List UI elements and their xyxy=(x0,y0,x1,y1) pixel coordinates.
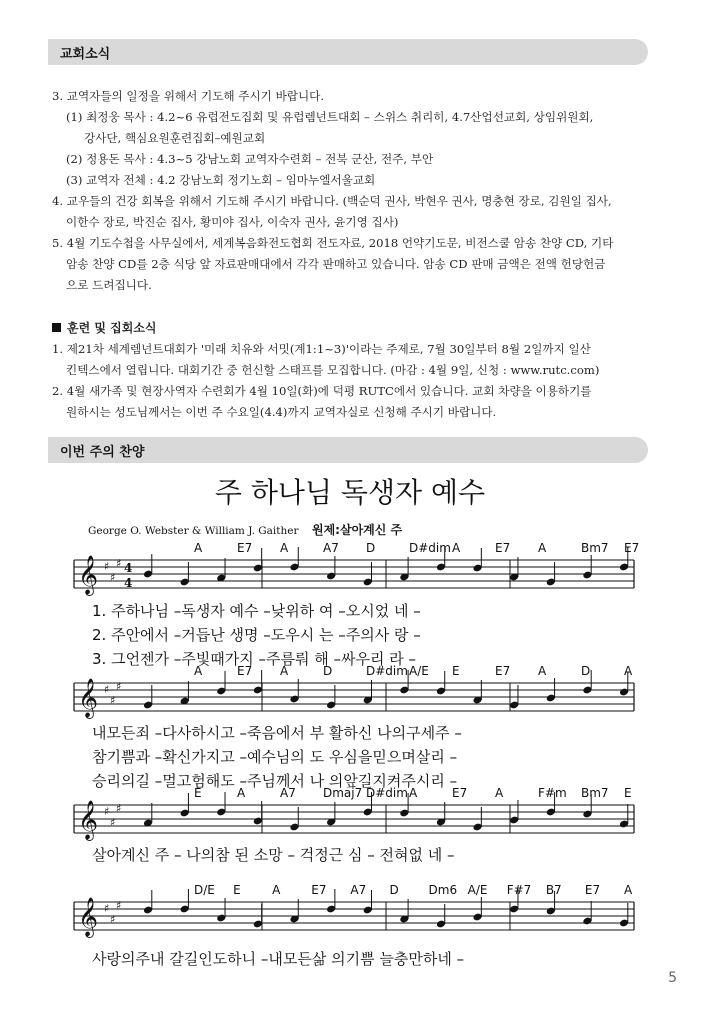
chord-symbol: F#m xyxy=(538,786,567,800)
hymn-title: 주 하나님 독생자 예수 xyxy=(214,476,486,509)
chord-symbol: E xyxy=(452,664,460,678)
sharp-icon: ♯ xyxy=(104,683,110,696)
chord-symbol: Bm7 xyxy=(581,786,609,800)
news-line: 강사단, 핵심요원훈련집회–예원교회 xyxy=(84,131,266,145)
sharp-icon: ♯ xyxy=(116,680,122,693)
chord-symbol: A xyxy=(280,664,289,678)
sharp-icon: ♯ xyxy=(110,694,116,707)
news-section-header xyxy=(48,39,672,65)
training-line: 킨텍스에서 열립니다. 대회기간 중 헌신할 스태프를 모집합니다. (마감 : 4월 9일, 신청 : www.rutc.com) xyxy=(66,363,600,377)
sharp-icon: ♯ xyxy=(110,913,116,926)
news-line: (2) 정용돈 목사 : 4.3~5 강남노회 교역자수련회 – 전북 군산, 전주, 부안 xyxy=(66,152,434,166)
sharp-icon: ♯ xyxy=(116,557,122,570)
chord-symbol: D xyxy=(366,541,376,555)
chord-symbol: D#dim xyxy=(366,664,408,678)
chord-symbol: Dm6 xyxy=(428,883,458,897)
chord-symbol: E7 xyxy=(452,786,468,800)
lyric-line: 승리의길 –멀고험해도 –주님께서 나 의앞길지켜주시리 – xyxy=(92,772,458,790)
training-line: 2. 4월 새가족 및 현장사역자 수련회가 4월 10일(화)에 덕평 RUTC에서 있습니다. 교회 차량을 이용하기를 xyxy=(52,384,592,398)
chord-symbol: A xyxy=(538,541,547,555)
training-line: 원하시는 성도님께서는 이번 주 수요일(4.4)까지 교역자실로 신청해 주시기 바랍니다. xyxy=(66,405,497,419)
chord-symbol: A xyxy=(624,883,633,897)
chord-symbol: A xyxy=(409,786,418,800)
chord-symbol: E7 xyxy=(584,883,601,897)
chord-symbol: A xyxy=(194,664,203,678)
treble-clef-icon: 𝄞 xyxy=(78,897,99,937)
page-number: 5 xyxy=(668,970,677,986)
news-line: 5. 4월 기도수첩을 사무실에서, 세계복음화전도협회 전도자료, 2018 언약기도문, 비전스쿨 암송 찬양 CD, 기타 xyxy=(52,236,614,250)
chord-symbol: D/E xyxy=(194,883,215,897)
chord-symbol: D#dim xyxy=(409,541,451,555)
news-line: 으로 드려집니다. xyxy=(66,278,152,292)
sharp-icon: ♯ xyxy=(110,571,116,584)
chord-symbol: A7 xyxy=(350,883,367,897)
lyric-line: 내모든죄 –다사하시고 –죽음에서 부 활하신 나의구세주 – xyxy=(92,724,462,742)
chord-symbol: E xyxy=(233,883,241,897)
chord-symbol: E7 xyxy=(624,541,640,555)
news-line: 4. 교우들의 건강 회복을 위해서 기도해 주시기 바랍니다. (백순덕 권사, 박현우 권사, 명충현 장로, 김원일 집사, xyxy=(52,194,612,208)
hymn-section-title: 이번 주의 찬양 xyxy=(60,445,145,460)
chord-symbol: E xyxy=(194,786,202,800)
lyric-line: 2. 주안에서 –거듭난 생명 –도우시 는 –주의사 랑 – xyxy=(92,626,421,644)
chord-symbol: A/E xyxy=(409,664,429,678)
chord-symbol: E7 xyxy=(311,883,327,897)
news-line: (3) 교역자 전체 : 4.2 강남노회 정기노회 – 임마누엘서울교회 xyxy=(66,173,376,187)
training-subheading xyxy=(52,318,672,339)
news-line: (1) 최정웅 목사 : 4.2~6 유럽전도집회 및 유럽렘넌트대회 – 스위스 취리히, 4.7산업선교회, 상임위원회, xyxy=(66,110,594,124)
lyric-line: 1. 주하나님 –독생자 예수 –낮위하 여 –오시었 네 – xyxy=(92,602,421,620)
chord-symbol: A xyxy=(495,786,504,800)
sharp-icon: ♯ xyxy=(116,899,122,912)
hymn-composer: George O. Webster & William J. Gaither xyxy=(88,525,299,537)
chord-symbol: D xyxy=(323,664,333,678)
treble-clef-icon: 𝄞 xyxy=(78,800,99,840)
training-line: 1. 제21차 세계렘넌트대회가 '미래 치유와 서밋(계1:1~3)'이라는 주제로, 7월 30일부터 8월 2일까지 일산 xyxy=(52,342,591,356)
chord-symbol: B7 xyxy=(545,883,562,897)
sharp-icon: ♯ xyxy=(116,802,122,815)
chord-symbol: E7 xyxy=(495,664,511,678)
training-body xyxy=(52,318,672,423)
hymn-original-title: 원제:살아계신 주 xyxy=(312,523,403,537)
chord-symbol: A7 xyxy=(280,786,296,800)
chord-symbol: Bm7 xyxy=(581,541,609,555)
training-title: 훈련 및 집회소식 xyxy=(67,321,157,335)
chord-symbol: A xyxy=(280,541,289,555)
sharp-icon: ♯ xyxy=(110,816,116,829)
lyric-line: 참기쁨과 –확신가지고 –예수님의 도 우심을믿으며살리 – xyxy=(92,748,458,766)
news-body xyxy=(52,86,672,296)
chord-symbol: E7 xyxy=(237,541,253,555)
chord-symbol: D xyxy=(581,664,591,678)
time-signature-bottom: 4 xyxy=(124,576,133,590)
sharp-icon: ♯ xyxy=(104,902,110,915)
chord-symbol: E7 xyxy=(495,541,511,555)
news-section-title: 교회소식 xyxy=(60,47,111,62)
lyric-line: 사랑의주내 갈길인도하니 –내모든삶 의기쁨 늘충만하네 – xyxy=(92,950,465,968)
chord-symbol: Dmaj7 xyxy=(323,786,363,800)
chord-symbol: E xyxy=(624,786,632,800)
sharp-icon: ♯ xyxy=(104,805,110,818)
news-line: 이한수 장로, 박진순 집사, 황미야 집사, 이숙자 권사, 윤기영 집사) xyxy=(66,215,399,229)
square-bullet-icon xyxy=(52,323,61,332)
chord-symbol: A/E xyxy=(467,883,488,897)
sharp-icon: ♯ xyxy=(104,560,110,573)
chord-symbol: A xyxy=(237,786,246,800)
time-signature-top: 4 xyxy=(124,561,133,575)
news-line: 암송 찬양 CD를 2층 식당 앞 자료판매대에서 각각 판매하고 있습니다. 암송 CD 판매 금액은 전액 헌당헌금 xyxy=(66,257,606,271)
lyric-line: 3. 그언젠가 –주빛때가지 –주름뤄 해 –싸우리 라 – xyxy=(92,650,417,668)
chord-symbol: A xyxy=(624,664,633,678)
chord-symbol: F#7 xyxy=(506,883,532,897)
treble-clef-icon: 𝄞 xyxy=(78,678,99,718)
treble-clef-icon: 𝄞 xyxy=(78,555,99,595)
chord-symbol: E7 xyxy=(237,664,253,678)
chord-symbol: D#dim xyxy=(366,786,408,800)
chord-symbol: A7 xyxy=(323,541,339,555)
chord-symbol: A xyxy=(272,883,281,897)
chord-symbol: A xyxy=(194,541,203,555)
chord-symbol: A xyxy=(452,541,461,555)
hymn-section-header xyxy=(48,437,672,463)
sheet-music xyxy=(60,468,640,1008)
chord-symbol: A xyxy=(538,664,547,678)
lyric-line: 살아계신 주 – 나의참 된 소망 – 걱정근 심 – 전혀없 네 – xyxy=(92,846,455,864)
chord-symbol: D xyxy=(389,883,399,897)
news-line: 3. 교역자들의 일정을 위해서 기도해 주시기 바랍니다. xyxy=(52,89,325,103)
